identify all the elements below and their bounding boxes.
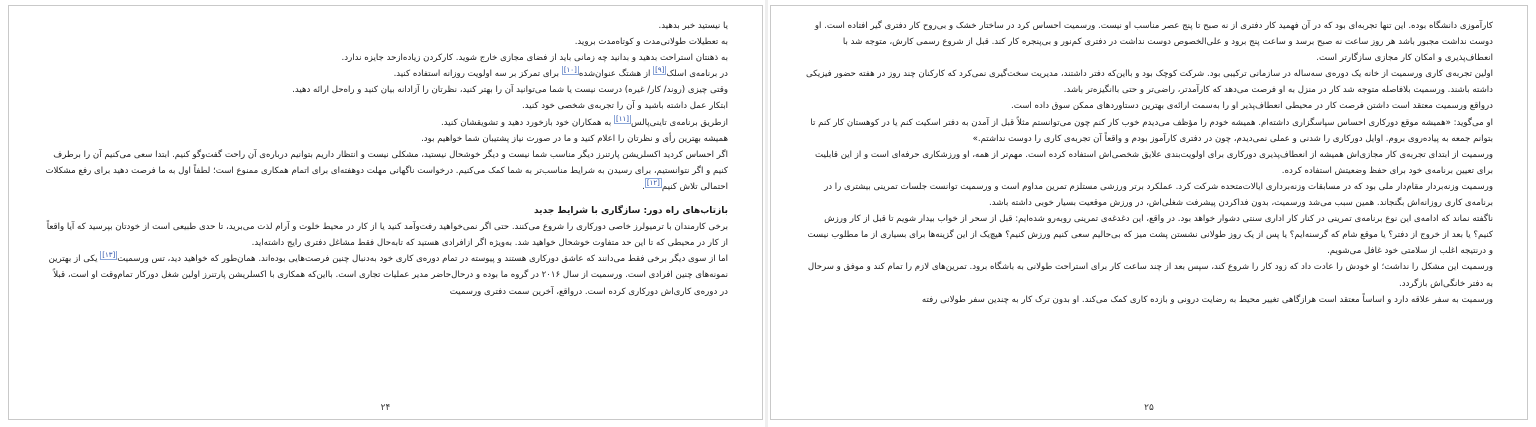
paragraph [43,147,728,195]
text-span: به همکاران خود بازخورد دهید و تشویقشان کنید. [441,117,615,128]
paragraph: ناگفته نماند که ادامه‌ی این نوع برنامه‌ی تمرینی در کنار کار اداری سنتی دشوار خواهد بود. در واقع، این دغدغه‌ی تمرینی روبه‌رو شده‌ایم: قبل از سحر از خواب بیدار شویم تا قبل از کار ورزش کنیم؟ یا بعد از خروج از دفتر؟ یا موقع شام که گرسنه‌ایم؟ یا پس از یک روز طولانی نشستن پشت میز که بی‌حالیم سعی کنیم ورزش کنیم؟ هیچ‌یک از این گزینه‌ها برای بسیاری از ما مطلوب نیست و درنتیجه اغلب از سلامتی خود غافل می‌شویم. [807,214,1493,257]
text-line: یا نیستید خبر بدهید. [658,21,728,31]
footnote-ref-12[interactable]: [۱۲] [646,179,660,188]
text-line-tinypulse [43,115,728,131]
paragraph: ورسمیت از ابتدای تجربه‌ی کار مجازی‌اش همیشه از انعطاف‌پذیری دورکاری برای اولویت‌بندی علایق شخصی‌اش استفاده کرده است. مهم‌تر از همه، او ورزشکاری حرفه‌ای است و از این قابلیت برای تعیین برنامه‌ی خود برای حفظ وضعیتش استفاده کرده. [815,149,1493,176]
footnote-ref-9[interactable]: [۹] [655,66,665,75]
paragraph: او می‌گوید: «همیشه موقع دورکاری احساس سپاسگزاری داشته‌ام. همیشه خودم را مؤظف می‌دیدم خوب کار کنم چون می‌توانستم مثلاً قبل از آمدن به دفتر اسکیت کنم یا در کوهستان کار کنم تا بتوانم جمعه به پیاده‌روی بروم. اوایل دورکاری را شدنی و عملی نمی‌دیدم، چون در دفتری کارآموز بودم و واقعاً آن تجربه‌ی کاری را دوست نداشتم.» [810,117,1493,144]
page-separator [765,0,768,427]
paragraph: ورسمیت به سفر علاقه دارد و اساساً معتقد است هرازگاهی تغییر محیط به رضایت درونی و بازده کاری کمک می‌کند. او بدون ترک کار به چندین سفر طولانی رفته [921,294,1493,305]
text-span: در برنامه‌ی اسلک [666,69,728,80]
paragraph: ورسمیت این مشکل را نداشت؛ او خودش را عادت داد که زود کار را شروع کند، سپس بعد از چند ساعت کار برای استراحت طولانی به باشگاه برود. تمرین‌های لازم را تمام کند و موفق و سرحال به دفتر خانگی‌اش بازگردد. [807,262,1493,289]
paragraph: درواقع ورسمیت معتقد است داشتن فرصت کار در محیطی انعطاف‌پذیر او را به‌سمت ارائه‌ی بهترین دستاوردهای ممکن سوق داده است. [1011,101,1493,112]
text-line: ابتکار عمل داشته باشید و آن را تجربه‌ی شخصی خود کنید. [522,101,728,112]
text-span: اگر احساس کردید اکسلریشن پارتنرز دیگر مناسب شما نیست و دیگر خوشحال نیستید، مشکلی نیست و انتظار داریم بتوانیم درباره‌ی آن راحت گفت‌وگو کنیم. ابتدا سعی می‌کنیم آن را برطرف کنیم و اگر نتوانستیم، برای رسیدن به شرایط مناسب‌تر به شما کمک می‌کنیم. درخواست ناگهانی مهلت دوهفته‌ای برای اتمام همکاری ممنوع است؛ لطفاً اول به ما فرصت دهید برای رفع مشکلات احتمالی تلاش کنیم [45,149,728,192]
paragraph: کارآموزی دانشگاه بوده. این تنها تجربه‌ای بود که در آن فهمید کار دفتری از نه صبح تا پنج عصر مناسب او نیست. ورسمیت احساس کرد در ساختار خشک و بی‌روح کار دفتری گیر افتاده است. او دوست نداشت مجبور باشد هر روز ساعت نه صبح برسد و ساعت پنج برود و علی‌الخصوص دوست نداشت در دفتری کم‌نور و بی‌پنجره کار کند. قبل از شروع رسمی کارش، متوجه شد با انعطاف‌پذیری و امکان کار مجازی سازگارتر است. [814,21,1493,64]
right-page [770,5,1528,420]
text-line: وقتی چیزی (روند/ کار/ غیره) درست نیست یا شما می‌توانید آن را بهتر کنید، نظرتان را آزادانه بیان کنید و راه‌حل ارائه دهید. [292,85,728,96]
text-span: . [642,181,645,192]
text-span: اما از سوی دیگر برخی فقط می‌دانند که عاشق دورکاری هستند و پیوسته در تمام دوره‌ی کاری خود به‌دنبال چنین فرصت‌هایی بوده‌اند. همان‌طور که خواهید دید، تس ورسمیت [117,254,728,265]
left-page [8,5,763,420]
paragraph: اولین تجربه‌ی کاری ورسمیت از خانه یک دوره‌ی سه‌ساله در سازمانی ترکیبی بود. شرکت کوچک بود و بااین‌که دفتر داشتند، مدیریت سخت‌گیری نمی‌کرد که کارکنان چند روز در هفته حضور فیزیکی داشته باشند. ورسمیت بلافاصله متوجه شد کار در منزل به او فرصت می‌دهد که کارآمدتر، راضی‌تر و حتی باانگیزه‌تر باشد. [806,69,1493,96]
text-line: همیشه بهترین رأی و نظرتان را اعلام کنید و ما در صورت نیاز پشتیبان شما خواهیم بود. [421,133,728,144]
text-line-slack [43,66,728,82]
text-line: به ذهنتان استراحت بدهید و بدانید چه زمانی باید از فضای مجازی خارج شوید. کارکردن زیاده‌ازحد جایزه ندارد. [341,53,728,64]
left-page-text [43,18,728,300]
paragraph: برخی کارمندان با ترمیولرز خاصی دورکاری را شروع می‌کنند. حتی اگر نمی‌خواهید رفت‌وآمد کنید یا از کار در محیط خلوت و آرام لذت می‌برید، تا حدی طبیعی است از خودتان بپرسید که آیا واقعاً از کار در محیطی که تا این حد متفاوت خوشحال خواهید شد. به‌ویژه اگر ازافرادی هستید که تابه‌حال فقط مشاغل دفتری رایج داشته‌اید. [46,222,728,249]
text-line: به تعطیلات طولانی‌مدت و کوتاه‌مدت بروید. [574,37,728,48]
section-heading: بازتاب‌های راه دور: سازگاری با شرایط جدید [533,206,728,217]
text-span: یکی از بهترین نمونه‌های چنین افرادی است. ورسمیت از سال ۲۰۱۶ در گروه ما بوده و درحال‌حاضر مدیر عملیات تجاری است. بااین‌که همکاری با اکسلریشن پارتنرز اولین شغل دورکار تمام‌وقت او است، قبلاً در دوره‌ی کاری‌اش دورکاری کرده است. درواقع، آخرین سمت دفتری ورسمیت [48,254,728,297]
text-span: از هشتگ عنوان‌شده [578,69,654,80]
page-number: ۲۴ [380,403,391,413]
footnote-ref-13[interactable]: [۱۳] [102,251,116,260]
footnote-ref-10[interactable]: [۱۰] [563,66,577,75]
paragraph [43,251,728,299]
text-span: برای تمرکز بر سه اولویت روزانه استفاده کنید. [393,69,562,80]
text-span: ازطریق برنامه‌ی تاینی‌پالس [631,117,728,128]
paragraph: ورسمیت وزنه‌بردار مقام‌دار ملی بود که در مسابقات وزنه‌برداری ایالات‌متحده شرکت کرد. عملکرد برتر ورزشی مستلزم تمرین مداوم است و ورسمیت توانست جلسات تمرینی بیشتری را در برنامه‌ی کاری روزانه‌اش بگنجاند. همین سبب می‌شد ورسمیت، بدون فداکردن پیشرفت شغلی‌اش، در ورزش موقعیت بسیار خوبی داشته باشد. [824,181,1493,209]
right-page-text [805,18,1493,308]
footnote-ref-11[interactable]: [۱۱] [616,114,630,123]
page-number: ۲۵ [1144,403,1154,413]
